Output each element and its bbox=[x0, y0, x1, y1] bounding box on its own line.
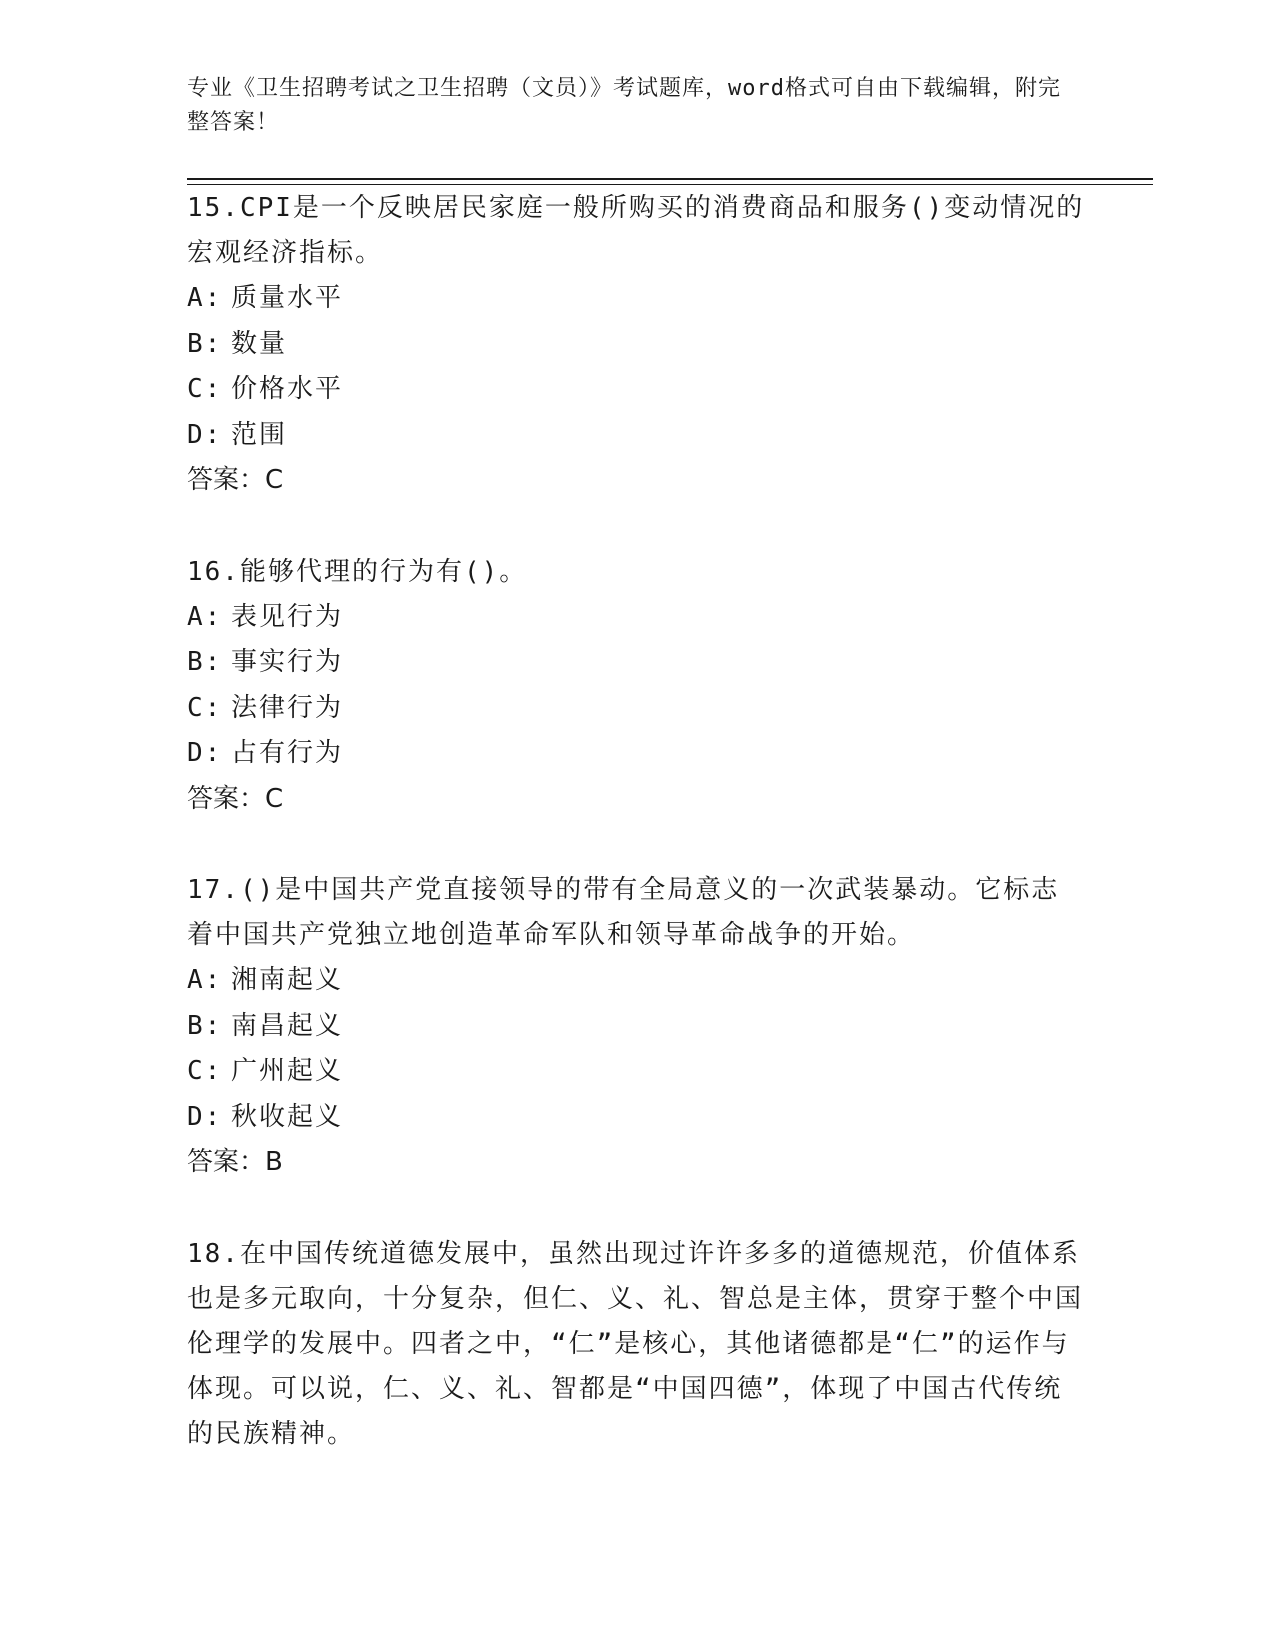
option-letter: C: bbox=[187, 1056, 223, 1086]
question-17 bbox=[187, 868, 1087, 1186]
option-letter: D: bbox=[187, 1101, 223, 1132]
option-c bbox=[187, 686, 1087, 732]
question-15 bbox=[187, 186, 1087, 504]
option-letter: D: bbox=[187, 738, 223, 768]
answer-line: 答案：B bbox=[187, 1147, 283, 1177]
option-b bbox=[187, 322, 1087, 368]
option-d bbox=[187, 1095, 1087, 1141]
answer-line: 答案：C bbox=[187, 783, 284, 814]
option-letter: B: bbox=[187, 1010, 223, 1041]
question-list bbox=[187, 186, 1087, 1503]
option-text: 范围 bbox=[231, 419, 288, 450]
option-d bbox=[187, 413, 1087, 459]
question-18 bbox=[187, 1232, 1087, 1457]
header-rule-thick bbox=[187, 178, 1153, 180]
option-text: 价格水平 bbox=[231, 374, 344, 404]
question-stem: 18.在中国传统道德发展中，虽然出现过许许多多的道德规范，价值体系也是多元取向，十分复杂，但仁、义、礼、智总是主体，贯穿于整个中国伦理学的发展中。四者之中，“仁”是核心，其他诸德都是“仁”的运作与体现。可以说，仁、义、礼、智都是“中国四德”，体现了中国古代传统的民族精神。 bbox=[187, 1238, 1084, 1449]
question-16 bbox=[187, 550, 1087, 823]
option-b bbox=[187, 640, 1087, 686]
option-letter: B: bbox=[187, 647, 223, 677]
option-text: 事实行为 bbox=[231, 647, 344, 677]
option-letter: A: bbox=[187, 601, 223, 632]
option-letter: D: bbox=[187, 419, 223, 450]
header-intro-text: 专业《卫生招聘考试之卫生招聘（文员）》考试题库，word格式可自由下载编辑，附完整答案！ bbox=[187, 76, 1061, 135]
option-a bbox=[187, 595, 1087, 641]
option-c bbox=[187, 1049, 1087, 1095]
option-text: 法律行为 bbox=[231, 692, 344, 723]
option-c bbox=[187, 367, 1087, 413]
option-a bbox=[187, 958, 1087, 1004]
option-b bbox=[187, 1004, 1087, 1050]
question-stem: 16.能够代理的行为有()。 bbox=[187, 556, 528, 587]
option-text: 占有行为 bbox=[231, 738, 344, 768]
option-text: 数量 bbox=[231, 328, 288, 359]
option-text: 秋收起义 bbox=[231, 1101, 344, 1132]
option-d bbox=[187, 731, 1087, 777]
option-letter: B: bbox=[187, 328, 223, 359]
option-text: 湘南起义 bbox=[231, 965, 344, 995]
question-stem: 17.()是中国共产党直接领导的带有全局意义的一次武装暴动。它标志着中国共产党独立地创造革命军队和领导革命战争的开始。 bbox=[187, 875, 1060, 950]
question-stem: 15.CPI是一个反映居民家庭一般所购买的消费商品和服务()变动情况的宏观经济指标。 bbox=[187, 193, 1085, 268]
header-rule-thin bbox=[187, 184, 1153, 185]
option-text: 广州起义 bbox=[231, 1056, 344, 1086]
answer-line: 答案：C bbox=[187, 465, 284, 495]
option-letter: C: bbox=[187, 374, 223, 404]
option-text: 南昌起义 bbox=[231, 1010, 344, 1041]
option-letter: A: bbox=[187, 283, 223, 313]
option-letter: A: bbox=[187, 965, 223, 995]
option-text: 表见行为 bbox=[231, 601, 344, 632]
option-letter: C: bbox=[187, 692, 223, 723]
option-text: 质量水平 bbox=[231, 283, 344, 313]
option-a bbox=[187, 276, 1087, 322]
